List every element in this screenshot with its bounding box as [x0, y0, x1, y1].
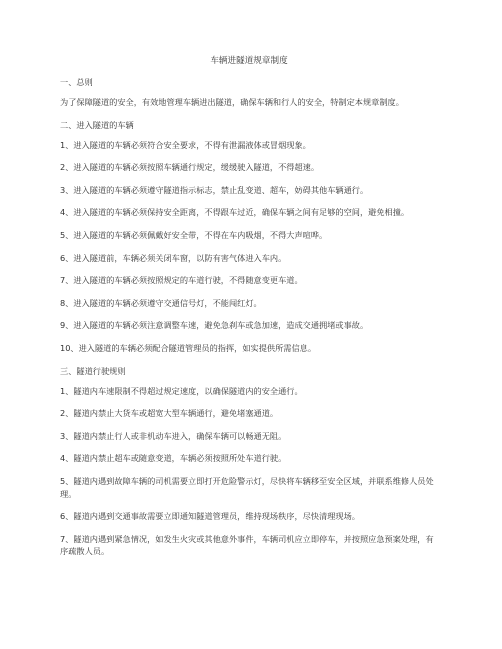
list-item: 4、进入隧道的车辆必须保持安全距离，不得跟车过近，确保车辆之间有足够的空间，避免相撞。: [60, 207, 410, 218]
list-item: 9、进入隧道的车辆必须注意调整车速，避免急刹车或急加速，造成交通拥堵或事故。: [60, 320, 369, 331]
list-item: 8、进入隧道的车辆必须遵守交通信号灯，不能闯红灯。: [60, 297, 262, 308]
list-item: 7、隧道内遇到紧急情况，如发生火灾或其他意外事件，车辆司机应立即停车，并按照应急预案处理，有序疏散人员。: [60, 533, 434, 557]
list-item: 4、隧道内禁止超车或随意变道，车辆必须按照所处车道行驶。: [60, 453, 287, 464]
list-item: 5、隧道内遇到故障车辆的司机需要立即打开危险警示灯，尽快将车辆移至安全区域，并联系维修人员处理。: [60, 475, 434, 499]
list-item: 3、进入隧道的车辆必须遵守隧道指示标志，禁止乱变道、超车，妨碍其他车辆通行。: [60, 184, 369, 195]
list-item: 10、进入隧道的车辆必须配合隧道管理员的指挥，如实提供所需信息。: [60, 342, 317, 353]
list-item: 6、隧道内遇到交通事故需要立即通知隧道管理员，维持现场秩序，尽快清理现场。: [60, 511, 360, 522]
list-item: 2、进入隧道的车辆必须按照车辆通行规定，缓缓驶入隧道，不得超速。: [60, 162, 320, 173]
list-item: 7、进入隧道的车辆必须按照规定的车道行驶，不得随意变更车道。: [60, 275, 303, 286]
general-paragraph: 为了保障隧道的安全，有效地管理车辆进出隧道，确保车辆和行人的安全，特制定本规章制度。: [60, 97, 404, 107]
section-heading-general: 一、总则: [60, 77, 93, 87]
list-item: 1、进入隧道的车辆必须符合安全要求，不得有泄漏液体或冒烟现象。: [60, 139, 311, 150]
document-title: 车辆进隧道规章制度: [210, 56, 288, 66]
section-heading-vehicles: 二、进入隧道的车辆: [60, 119, 134, 130]
list-item: 1、隧道内车速限制不得超过规定速度，以确保隧道内的安全通行。: [60, 385, 303, 396]
section-heading-driving-rules: 三、隧道行驶规则: [60, 365, 126, 376]
list-item: 2、隧道内禁止大货车或超宽大型车辆通行，避免堵塞通道。: [60, 408, 279, 419]
list-item: 6、进入隧道前，车辆必须关闭车窗，以防有害气体进入车内。: [60, 252, 287, 263]
list-item: 3、隧道内禁止行人或非机动车进入，确保车辆可以畅通无阻。: [60, 430, 287, 441]
list-item: 5、进入隧道的车辆必须佩戴好安全带，不得在车内吸烟，不得大声喧哗。: [60, 229, 328, 240]
